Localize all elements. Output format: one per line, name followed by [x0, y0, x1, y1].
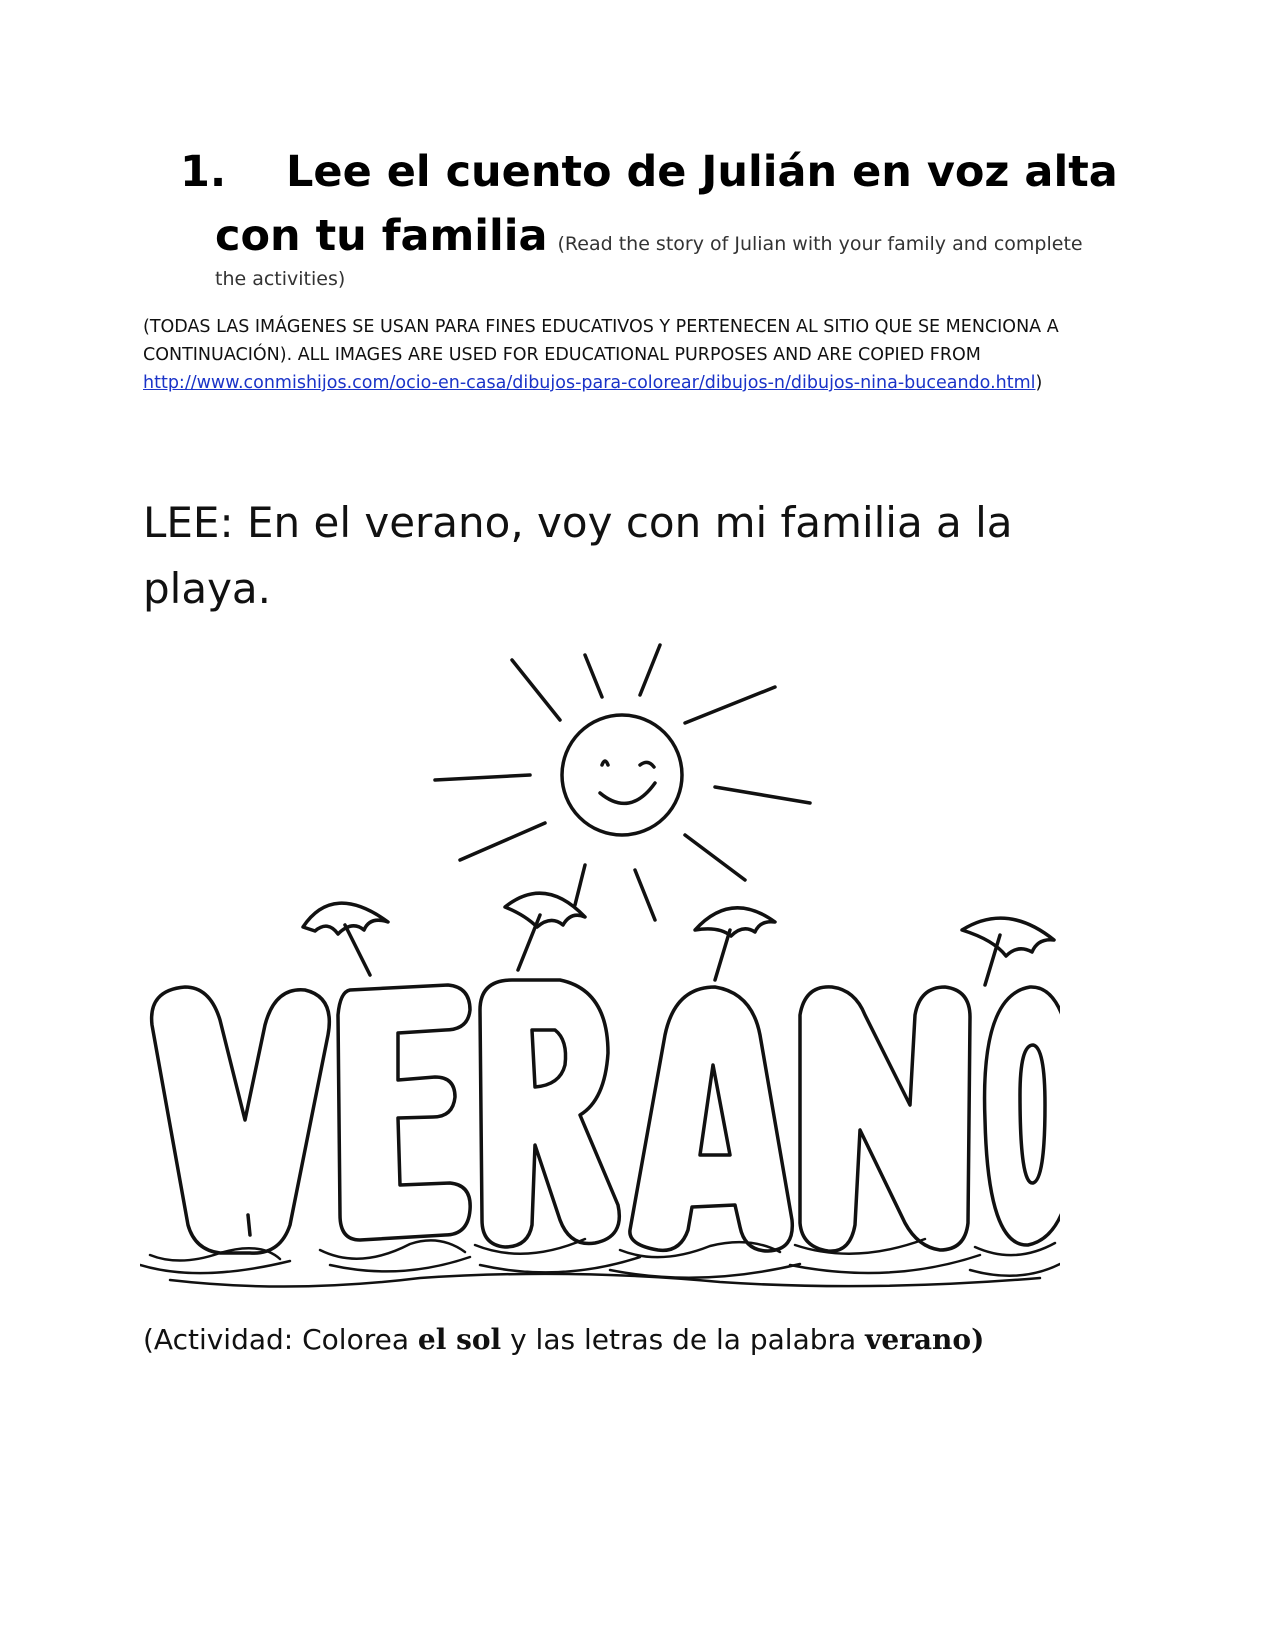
heading-subtitle-continued: the activities): [215, 268, 346, 290]
sun-drawing: [435, 645, 810, 920]
verano-coloring-illustration: [140, 625, 1060, 1305]
heading-line-2: [215, 206, 1083, 275]
heading-line-1: [180, 142, 1118, 202]
umbrella-drawings: [303, 893, 1054, 985]
verano-letters: [152, 980, 1060, 1253]
heading-number: 1.: [180, 147, 227, 197]
activity-instruction: [143, 1320, 984, 1360]
heading-subtitle: (Read the story of Julian with your family and complete: [557, 233, 1083, 255]
image-credits-note: [143, 313, 1063, 397]
credits-close: ): [1035, 373, 1043, 393]
reading-sentence: LEE: En el verano, voy con mi familia a la playa.: [143, 498, 1013, 613]
source-link[interactable]: http://www.conmishijos.com/ocio-en-casa/dibujos-para-colorear/dibujos-n/dibujos-nina-buceando.html: [143, 373, 1036, 393]
heading-title-continued: con tu familia: [215, 211, 548, 261]
activity-text-1: (Actividad: Colorea: [143, 1323, 418, 1356]
credits-text: (TODAS LAS IMÁGENES SE USAN PARA FINES EDUCATIVOS Y PERTENECEN AL SITIO QUE SE MENCIONA A CONTINUACIÓN). ALL IMAGES ARE USED FOR EDUCATIONAL PURPOSES AND ARE COPIED FROM: [143, 317, 1059, 365]
activity-bold-sun: el sol: [417, 1323, 502, 1356]
activity-bold-verano: verano): [865, 1323, 985, 1356]
heading-title: Lee el cuento de Julián en voz alta: [286, 147, 1118, 197]
activity-text-2: y las letras de la palabra: [501, 1323, 866, 1356]
